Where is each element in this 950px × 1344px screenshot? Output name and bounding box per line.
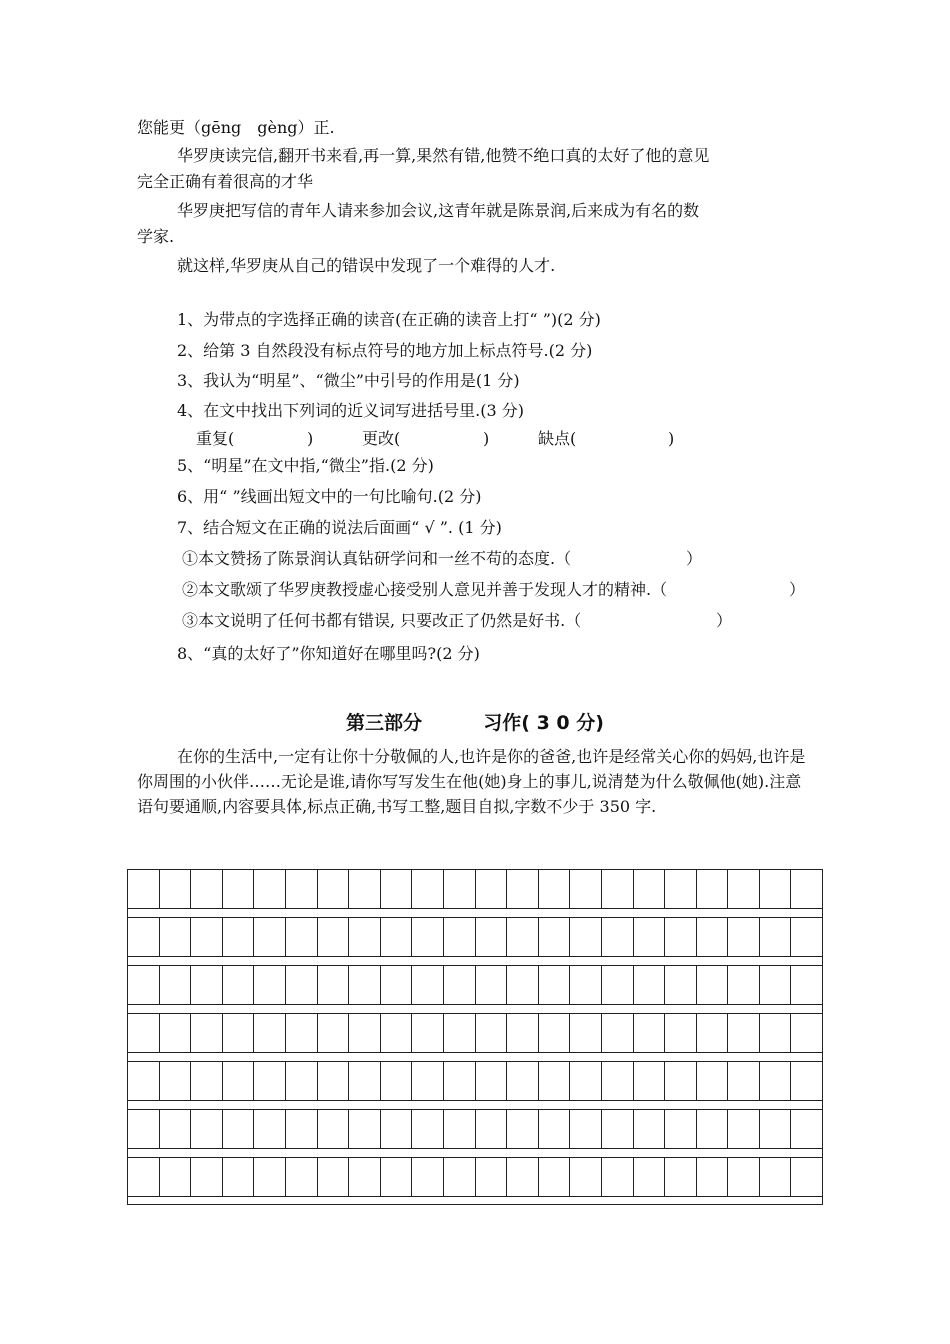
grid-cell[interactable]: [444, 966, 476, 1004]
section-title: [0, 708, 950, 735]
grid-cell[interactable]: [570, 870, 602, 908]
grid-row: [127, 1061, 823, 1101]
grid-cell[interactable]: [634, 1158, 666, 1196]
grid-cell[interactable]: [128, 1158, 160, 1196]
grid-cell[interactable]: [760, 1014, 792, 1052]
grid-cell[interactable]: [507, 1158, 539, 1196]
grid-cell[interactable]: [223, 1062, 255, 1100]
grid-row-gap: [127, 1005, 823, 1013]
grid-cell[interactable]: [539, 918, 571, 956]
grid-cell[interactable]: [318, 1062, 350, 1100]
grid-cell[interactable]: [318, 870, 350, 908]
grid-cell[interactable]: [191, 1110, 223, 1148]
q7-option-c: ③本文说明了任何书都有错误, 只要改正了仍然是好书.（: [182, 611, 582, 630]
grid-cell[interactable]: [349, 1158, 381, 1196]
q7-option-b-close: ）: [789, 580, 806, 599]
grid-cell[interactable]: [160, 1014, 192, 1052]
grid-cell[interactable]: [128, 918, 160, 956]
grid-cell[interactable]: [570, 1062, 602, 1100]
grid-cell[interactable]: [223, 870, 255, 908]
grid-cell[interactable]: [381, 1062, 413, 1100]
question-2: 2、给第 3 自然段没有标点符号的地方加上标点符号.(2 分): [177, 341, 593, 360]
question-6: 6、用“ ”线画出短文中的一句比喻句.(2 分): [177, 487, 482, 506]
section-title-name: 习作( 3 0 分): [483, 712, 604, 734]
grid-cell[interactable]: [507, 1062, 539, 1100]
grid-cell[interactable]: [223, 918, 255, 956]
question-8: 8、“真的太好了”你知道好在哪里吗?(2 分): [177, 644, 480, 663]
story-paragraph-2-line2: 完全正确有着很高的才华: [137, 172, 314, 191]
grid-row-gap: [127, 1101, 823, 1109]
grid-cell[interactable]: [791, 1014, 823, 1052]
grid-cell[interactable]: [191, 1014, 223, 1052]
grid-cell[interactable]: [476, 1158, 508, 1196]
grid-cell[interactable]: [634, 918, 666, 956]
grid-cell[interactable]: [602, 1158, 634, 1196]
grid-cell[interactable]: [697, 1014, 729, 1052]
grid-cell[interactable]: [634, 870, 666, 908]
grid-cell[interactable]: [286, 966, 318, 1004]
grid-cell[interactable]: [539, 1062, 571, 1100]
q4-word-2: 更改(: [362, 429, 401, 448]
q4-word-1: 重复(: [196, 429, 235, 448]
grid-cell[interactable]: [412, 918, 444, 956]
grid-cell[interactable]: [665, 966, 697, 1004]
grid-cell[interactable]: [254, 1110, 286, 1148]
grid-cell[interactable]: [570, 966, 602, 1004]
grid-cell[interactable]: [191, 918, 223, 956]
question-7: 7、结合短文在正确的说法后面画“ √ ”. (1 分): [177, 518, 502, 537]
grid-cell[interactable]: [381, 1014, 413, 1052]
q7-option-c-close: ）: [716, 611, 733, 630]
grid-cell[interactable]: [318, 1158, 350, 1196]
grid-cell[interactable]: [602, 966, 634, 1004]
grid-cell[interactable]: [697, 870, 729, 908]
grid-cell[interactable]: [254, 1014, 286, 1052]
grid-cell[interactable]: [697, 918, 729, 956]
q7-option-a-close: ）: [686, 549, 703, 568]
grid-row-gap: [127, 1149, 823, 1157]
grid-cell[interactable]: [160, 1110, 192, 1148]
grid-cell[interactable]: [254, 966, 286, 1004]
grid-cell[interactable]: [412, 1062, 444, 1100]
grid-cell[interactable]: [444, 1110, 476, 1148]
question-1: 1、为带点的字选择正确的读音(在正确的读音上打“ ”)(2 分): [177, 310, 601, 329]
grid-cell[interactable]: [476, 1062, 508, 1100]
grid-cell[interactable]: [602, 1110, 634, 1148]
grid-cell[interactable]: [476, 870, 508, 908]
grid-cell[interactable]: [507, 966, 539, 1004]
grid-cell[interactable]: [697, 966, 729, 1004]
grid-cell[interactable]: [728, 918, 760, 956]
grid-cell[interactable]: [286, 1110, 318, 1148]
grid-cell[interactable]: [760, 1062, 792, 1100]
grid-cell[interactable]: [128, 1110, 160, 1148]
grid-cell[interactable]: [665, 1014, 697, 1052]
grid-row-gap: [127, 1053, 823, 1061]
grid-cell[interactable]: [349, 918, 381, 956]
grid-cell[interactable]: [412, 966, 444, 1004]
writing-grid[interactable]: [127, 869, 823, 1205]
grid-cell[interactable]: [286, 918, 318, 956]
grid-cell[interactable]: [349, 966, 381, 1004]
grid-cell[interactable]: [539, 870, 571, 908]
grid-cell[interactable]: [444, 918, 476, 956]
grid-cell[interactable]: [539, 1158, 571, 1196]
grid-cell[interactable]: [760, 1110, 792, 1148]
grid-cell[interactable]: [507, 918, 539, 956]
grid-cell[interactable]: [381, 1158, 413, 1196]
grid-cell[interactable]: [128, 966, 160, 1004]
grid-cell[interactable]: [349, 1062, 381, 1100]
grid-cell[interactable]: [191, 870, 223, 908]
grid-cell[interactable]: [191, 1158, 223, 1196]
question-5: 5、“明星”在文中指,“微尘”指.(2 分): [177, 456, 434, 475]
grid-cell[interactable]: [286, 870, 318, 908]
q4-word-2-close: ): [483, 429, 490, 448]
grid-cell[interactable]: [223, 1158, 255, 1196]
grid-cell[interactable]: [286, 1014, 318, 1052]
grid-cell[interactable]: [381, 870, 413, 908]
section-title-part: 第三部分: [346, 712, 423, 734]
grid-cell[interactable]: [444, 1158, 476, 1196]
grid-cell[interactable]: [223, 1110, 255, 1148]
grid-cell[interactable]: [444, 1062, 476, 1100]
grid-cell[interactable]: [728, 1158, 760, 1196]
grid-cell[interactable]: [254, 918, 286, 956]
grid-cell[interactable]: [791, 1158, 823, 1196]
grid-cell[interactable]: [760, 918, 792, 956]
grid-cell[interactable]: [160, 1158, 192, 1196]
grid-cell[interactable]: [570, 1014, 602, 1052]
grid-cell[interactable]: [602, 1014, 634, 1052]
story-paragraph-3-line1: 华罗庚把写信的青年人请来参加会议,这青年就是陈景润,后来成为有名的数: [177, 201, 700, 220]
grid-row-gap: [127, 957, 823, 965]
grid-cell[interactable]: [665, 1158, 697, 1196]
grid-cell[interactable]: [728, 1014, 760, 1052]
grid-cell[interactable]: [728, 870, 760, 908]
grid-cell[interactable]: [791, 918, 823, 956]
grid-cell[interactable]: [476, 1110, 508, 1148]
q4-word-3: 缺点(: [538, 429, 577, 448]
grid-row: [127, 1109, 823, 1149]
story-paragraph-3-line2: 学家.: [137, 227, 175, 246]
grid-cell[interactable]: [476, 966, 508, 1004]
grid-cell[interactable]: [318, 918, 350, 956]
grid-cell[interactable]: [539, 1110, 571, 1148]
question-3: 3、我认为“明星”、“微尘”中引号的作用是(1 分): [177, 371, 520, 390]
grid-cell[interactable]: [191, 966, 223, 1004]
grid-cell[interactable]: [665, 918, 697, 956]
grid-cell[interactable]: [412, 1158, 444, 1196]
grid-cell[interactable]: [223, 966, 255, 1004]
grid-cell[interactable]: [634, 966, 666, 1004]
grid-cell[interactable]: [697, 1158, 729, 1196]
grid-cell[interactable]: [412, 870, 444, 908]
grid-cell[interactable]: [791, 1110, 823, 1148]
grid-cell[interactable]: [444, 1014, 476, 1052]
grid-cell[interactable]: [444, 870, 476, 908]
story-paragraph-pinyin: 您能更（gēng gèng）正.: [137, 118, 335, 137]
grid-cell[interactable]: [318, 966, 350, 1004]
grid-cell[interactable]: [349, 1014, 381, 1052]
grid-cell[interactable]: [128, 1014, 160, 1052]
grid-cell[interactable]: [697, 1110, 729, 1148]
story-paragraph-4: 就这样,华罗庚从自己的错误中发现了一个难得的人才.: [177, 256, 556, 275]
grid-cell[interactable]: [412, 1110, 444, 1148]
grid-cell[interactable]: [665, 1110, 697, 1148]
question-4: 4、在文中找出下列词的近义词写进括号里.(3 分): [177, 401, 525, 420]
grid-cell[interactable]: [602, 918, 634, 956]
q7-option-b: ②本文歌颂了华罗庚教授虚心接受别人意见并善于发现人才的精神.（: [182, 580, 668, 599]
grid-cell[interactable]: [476, 1014, 508, 1052]
q7-option-a: ①本文赞扬了陈景润认真钻研学问和一丝不苟的态度.（: [182, 549, 572, 568]
grid-cell[interactable]: [539, 966, 571, 1004]
grid-cell[interactable]: [160, 1062, 192, 1100]
grid-cell[interactable]: [223, 1014, 255, 1052]
grid-cell[interactable]: [634, 1014, 666, 1052]
grid-cell[interactable]: [665, 1062, 697, 1100]
grid-row-gap: [127, 909, 823, 917]
grid-cell[interactable]: [476, 918, 508, 956]
grid-row: [127, 869, 823, 909]
grid-cell[interactable]: [254, 1062, 286, 1100]
grid-row-gap: [127, 1197, 823, 1205]
grid-cell[interactable]: [507, 870, 539, 908]
grid-cell[interactable]: [760, 966, 792, 1004]
grid-cell[interactable]: [728, 966, 760, 1004]
grid-cell[interactable]: [697, 1062, 729, 1100]
grid-cell[interactable]: [286, 1062, 318, 1100]
grid-cell[interactable]: [791, 1062, 823, 1100]
grid-cell[interactable]: [381, 1110, 413, 1148]
grid-cell[interactable]: [760, 1158, 792, 1196]
q4-word-1-close: ): [307, 429, 314, 448]
grid-cell[interactable]: [665, 870, 697, 908]
grid-cell[interactable]: [634, 1110, 666, 1148]
grid-cell[interactable]: [318, 1110, 350, 1148]
grid-cell[interactable]: [507, 1110, 539, 1148]
grid-cell[interactable]: [349, 1110, 381, 1148]
grid-cell[interactable]: [570, 1158, 602, 1196]
story-paragraph-2-line1: 华罗庚读完信,翻开书来看,再一算,果然有错,他赞不绝口真的太好了他的意见: [177, 146, 710, 165]
grid-cell[interactable]: [160, 966, 192, 1004]
grid-cell[interactable]: [160, 918, 192, 956]
q4-word-3-close: ): [668, 429, 675, 448]
grid-cell[interactable]: [728, 1062, 760, 1100]
grid-cell[interactable]: [318, 1014, 350, 1052]
grid-cell[interactable]: [570, 918, 602, 956]
grid-cell[interactable]: [191, 1062, 223, 1100]
grid-cell[interactable]: [728, 1110, 760, 1148]
grid-cell[interactable]: [128, 870, 160, 908]
grid-cell[interactable]: [791, 966, 823, 1004]
grid-cell[interactable]: [507, 1014, 539, 1052]
grid-cell[interactable]: [349, 870, 381, 908]
grid-cell[interactable]: [412, 1014, 444, 1052]
grid-row: [127, 917, 823, 957]
grid-cell[interactable]: [381, 966, 413, 1004]
grid-row: [127, 1013, 823, 1053]
grid-cell[interactable]: [760, 870, 792, 908]
grid-cell[interactable]: [570, 1110, 602, 1148]
writing-prompt: 在你的生活中,一定有让你十分敬佩的人,也许是你的爸爸,也许是经常关心你的妈妈,也许是你周围的小伙伴……无论是谁,请你写写发生在他(她)身上的事儿,说清楚为什么敬佩他(她).注意语句要通顺,内容要具体,标点正确,书写工整,题目自拟,字数不少于 350 字.: [137, 747, 806, 816]
grid-cell[interactable]: [160, 870, 192, 908]
grid-cell[interactable]: [128, 1062, 160, 1100]
grid-cell[interactable]: [791, 870, 823, 908]
grid-row: [127, 1157, 823, 1197]
grid-cell[interactable]: [381, 918, 413, 956]
grid-cell[interactable]: [254, 870, 286, 908]
grid-cell[interactable]: [286, 1158, 318, 1196]
grid-cell[interactable]: [602, 870, 634, 908]
grid-cell[interactable]: [634, 1062, 666, 1100]
grid-row: [127, 965, 823, 1005]
grid-cell[interactable]: [254, 1158, 286, 1196]
grid-cell[interactable]: [602, 1062, 634, 1100]
grid-cell[interactable]: [539, 1014, 571, 1052]
